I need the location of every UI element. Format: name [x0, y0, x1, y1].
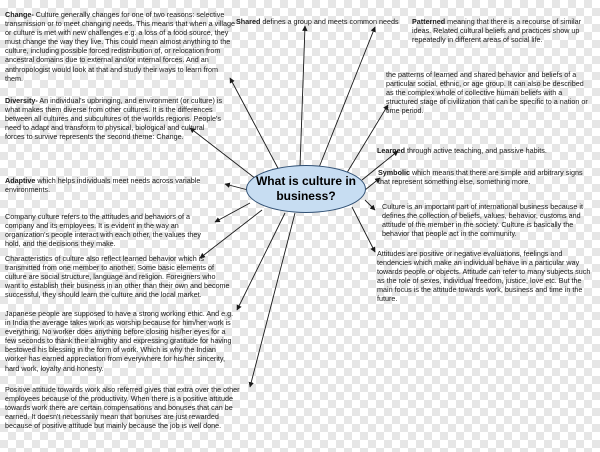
note-adaptive-label: Adaptive [5, 176, 36, 185]
note-positive [5, 385, 245, 430]
note-patterns-text: the patterns of learned and shared behavior and beliefs of a particular social, ethnic, or age group. It can also be described as the complex whole of collective human beliefs with a structured stage of civilization that can be specific to a nation or time period. [386, 70, 588, 116]
note-patterned [412, 17, 595, 44]
note-learned-label: Learned [377, 146, 405, 155]
arrow-to-adaptive [225, 184, 248, 190]
note-company [5, 212, 217, 248]
note-shared-text: defines a group and meets common needs [260, 17, 399, 26]
note-japanese-text: Japanese people are supposed to have a strong working ethic. And e.g. in India the average takes work as worship because for him/her work is everything. No worker does anything before closing his/her eyes for a few seconds to thank their almighty and expressing gratitude for having bestowed his blessing in the form of work. Which is why the Indian worker has earned appreciation from everywhere for his/her sincerity, hard work, loyalty and honesty. [5, 309, 234, 373]
note-characteristics [5, 254, 232, 299]
note-positive-text: Positive attitude towards work also referred gives that extra over the other employees because of the productivity. When there is a positive attitude towards work there are certain compensations and bonuses that can be earned. It doesn't necessarily mean that bonuses are just rewarded because of positive attitude but mainly because the job is well done. [5, 385, 240, 431]
arrow-to-shared [300, 26, 305, 167]
note-symbolic-label: Symbolic [378, 168, 410, 177]
note-change-label: Change- [5, 10, 34, 19]
note-patterns [386, 70, 591, 115]
note-attitudes-text: Attitudes are positive or negative evaluations, feelings and tendencies which make an individual behave in a particular way towards people or objects. Attitude can refer to many subjects such as the role of sexes, individual freedom, justice, love etc. But the main focus is the attitude towards work, business and time in the future. [377, 249, 591, 304]
arrow-to-company [215, 203, 250, 222]
arrow-to-patterns [345, 105, 388, 176]
note-shared-label: Shared [236, 17, 261, 26]
note-important-text: Culture is an important part of international business because it defines the collection of beliefs, values, behavior, customs and attitude of the member in the society. Culture is basically the behavior that people act in the community. [382, 202, 583, 239]
note-symbolic [378, 168, 593, 186]
note-shared [236, 17, 416, 26]
central-topic-title: What is culture in business? [255, 174, 356, 203]
note-change [5, 10, 237, 83]
note-attitudes [377, 249, 595, 304]
arrow-to-important [365, 200, 375, 210]
note-japanese [5, 309, 237, 373]
arrow-to-attitudes [352, 207, 375, 252]
note-diversity-text: An individual's upbringing, and environment (or culture) is what makes them diverse from other cultures. It is the differences between all cultures and subcultures of the worlds regions. People's need to adapt and transform to physical, biological and cultural forces to survive represents the second theme: Change. [5, 96, 223, 142]
arrow-to-change [230, 78, 280, 172]
arrow-to-patterned [318, 27, 375, 170]
note-adaptive-text: which helps individuals meet needs across variable environments. [5, 176, 201, 195]
note-diversity [5, 96, 225, 141]
arrow-to-japanese [237, 213, 285, 310]
note-learned [377, 146, 587, 155]
note-adaptive [5, 176, 227, 194]
note-important [382, 202, 595, 238]
note-symbolic-text: which means that there are simple and arbitrary signs that represent something else, something more. [378, 168, 583, 187]
note-patterned-text: meaning that there is a recourse of similar ideas. Related cultural beliefs and practices show up repeatedly in different areas of social life. [412, 17, 581, 45]
note-characteristics-text: Characteristics of culture also reflect learned behavior which is transmitted from one member to another. Some basic elements of culture are social structure, language and religion. Foreigners who want to establish their business in an other than their own and become successful, they should learn the culture and the local market. [5, 254, 230, 300]
note-diversity-label: Diversity- [5, 96, 38, 105]
note-change-text: Culture generally changes for one of two reasons: selective transmission or to meet changing needs. This means that when a village or culture is met with new challenges e.g. a loss of a food source, they must change the way they live. This could mean almost anything to the culture, including possible forced redistribution of, or relocation from ancestral domains due to external and/or internal forces. And an anthropologist would look at that and study their ways to learn from them. [5, 10, 235, 83]
note-patterned-label: Patterned [412, 17, 446, 26]
note-learned-text: through active teaching, and passive habits. [404, 146, 547, 155]
note-company-text: Company culture refers to the attitudes and behaviors of a company and its employees. It is evident in the way an organization's people interact with each other, the values they hold, and the decisions they make. [5, 212, 201, 249]
central-topic-bubble [246, 165, 366, 213]
